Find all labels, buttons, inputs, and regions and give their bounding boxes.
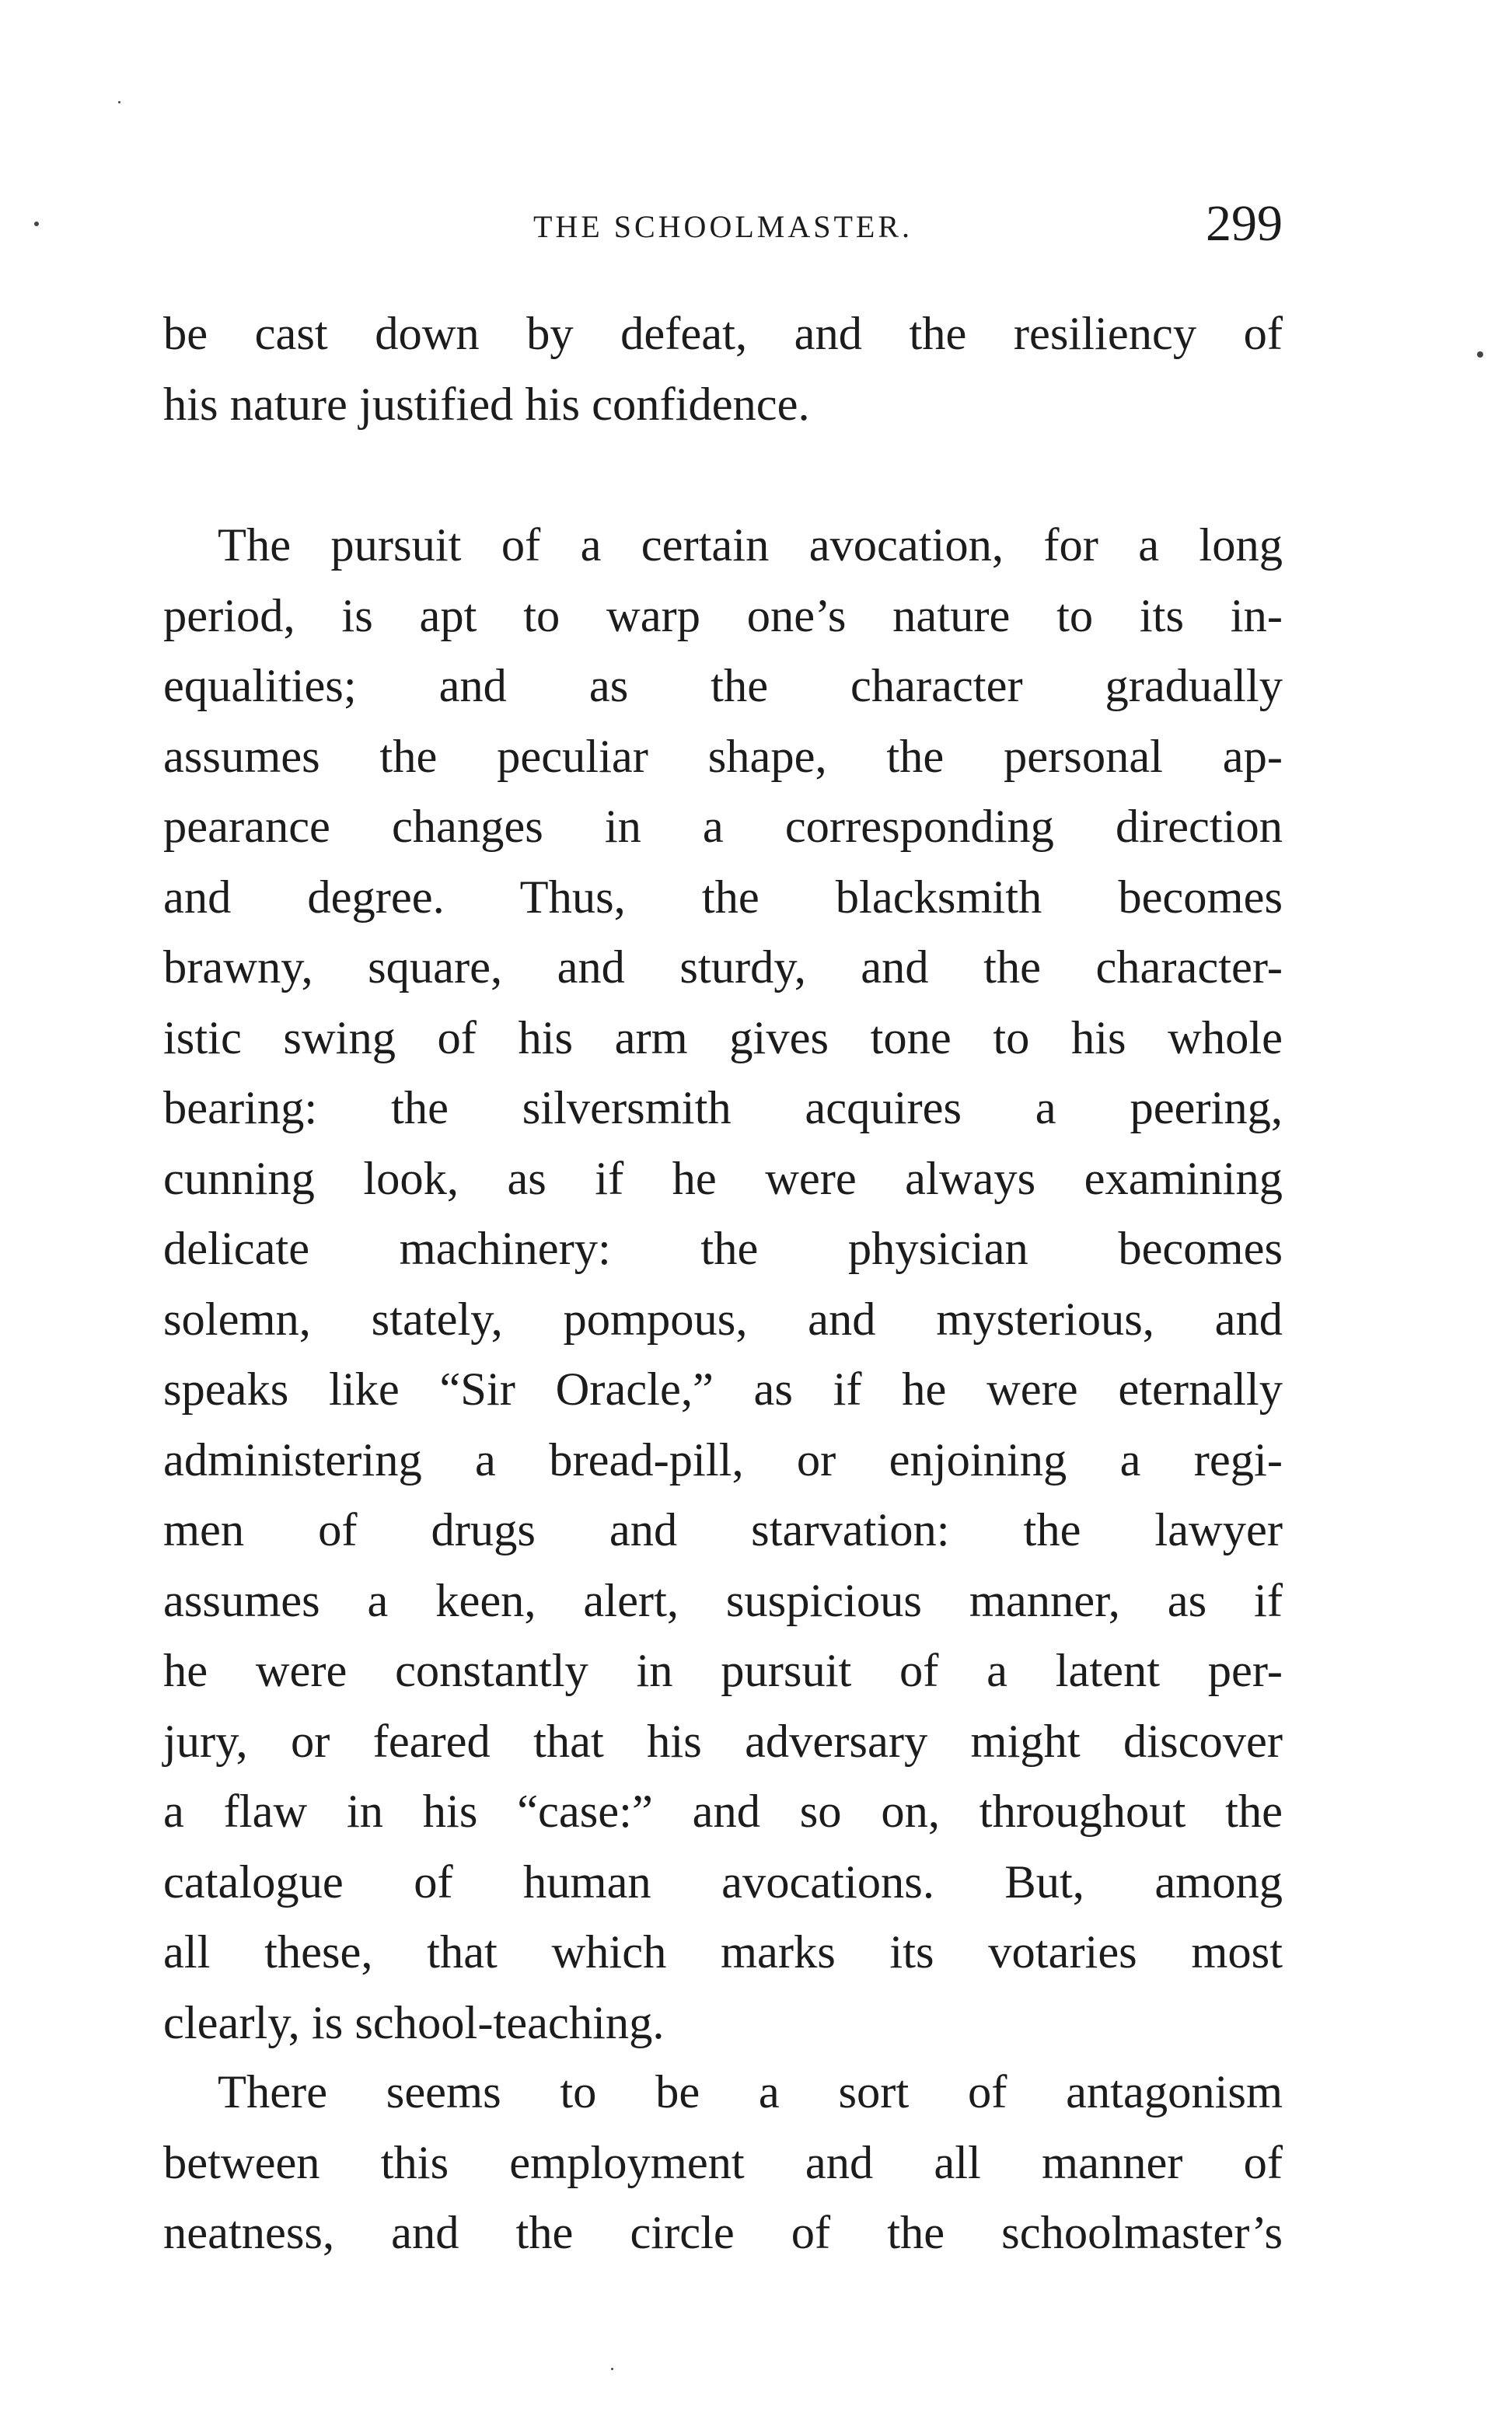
text-line: period, is apt to warp one’s nature to its in-: [163, 589, 1283, 642]
scan-speck: [118, 101, 120, 103]
running-title: THE SCHOOLMASTER.: [533, 209, 913, 244]
text-line: assumes a keen, alert, suspicious manner, as if: [163, 1574, 1283, 1627]
text-line: cunning look, as if he were always examining: [163, 1152, 1283, 1205]
running-head: [163, 194, 1283, 264]
text-line: all these, that which marks its votaries most: [163, 1926, 1283, 1978]
text-line: a flaw in his “case:” and so on, throughout the: [163, 1786, 1283, 1838]
text-line: istic swing of his arm gives tone to his whole: [163, 1011, 1283, 1064]
text-line: clearly, is school-teaching.: [163, 1996, 665, 2049]
text-line: There seems to be a sort of antagonism: [218, 2066, 1283, 2118]
text-line: administering a bread-pill, or enjoining a regi-: [163, 1433, 1283, 1486]
text-line: equalities; and as the character gradually: [163, 660, 1283, 712]
text-line: delicate machinery: the physician becomes: [163, 1223, 1283, 1275]
text-line: brawny, square, and sturdy, and the character-: [163, 941, 1283, 993]
text-line: and degree. Thus, the blacksmith becomes: [163, 871, 1283, 923]
text-line: solemn, stately, pompous, and mysterious, and: [163, 1293, 1283, 1346]
paragraph-continuation: [163, 299, 1283, 440]
text-line: speaks like “Sir Oracle,” as if he were eternally: [163, 1363, 1283, 1416]
text-line: men of drugs and starvation: the lawyer: [163, 1504, 1283, 1556]
text-line: neatness, and the circle of the schoolmaster’s: [163, 2207, 1283, 2259]
text-line: bearing: the silversmith acquires a peering,: [163, 1082, 1283, 1134]
text-line: be cast down by defeat, and the resiliency of: [163, 308, 1283, 360]
paragraph-avocations: [163, 511, 1283, 2058]
text-line: jury, or feared that his adversary might discover: [163, 1715, 1283, 1768]
text-line: pearance changes in a corresponding direction: [163, 801, 1283, 853]
scan-speck: [1477, 351, 1483, 358]
page-number: 299: [1206, 195, 1283, 252]
text-line: he were constantly in pursuit of a latent per-: [163, 1645, 1283, 1697]
scan-speck: [611, 2368, 613, 2370]
scan-speck: [34, 222, 39, 226]
text-line: catalogue of human avocations. But, among: [163, 1856, 1283, 1908]
paragraph-antagonism: [163, 2058, 1283, 2269]
text-line: The pursuit of a certain avocation, for a long: [218, 519, 1283, 571]
text-line: between this employment and all manner of: [163, 2136, 1283, 2189]
text-line: assumes the peculiar shape, the personal ap-: [163, 730, 1283, 783]
text-line: his nature justified his confidence.: [163, 378, 810, 431]
